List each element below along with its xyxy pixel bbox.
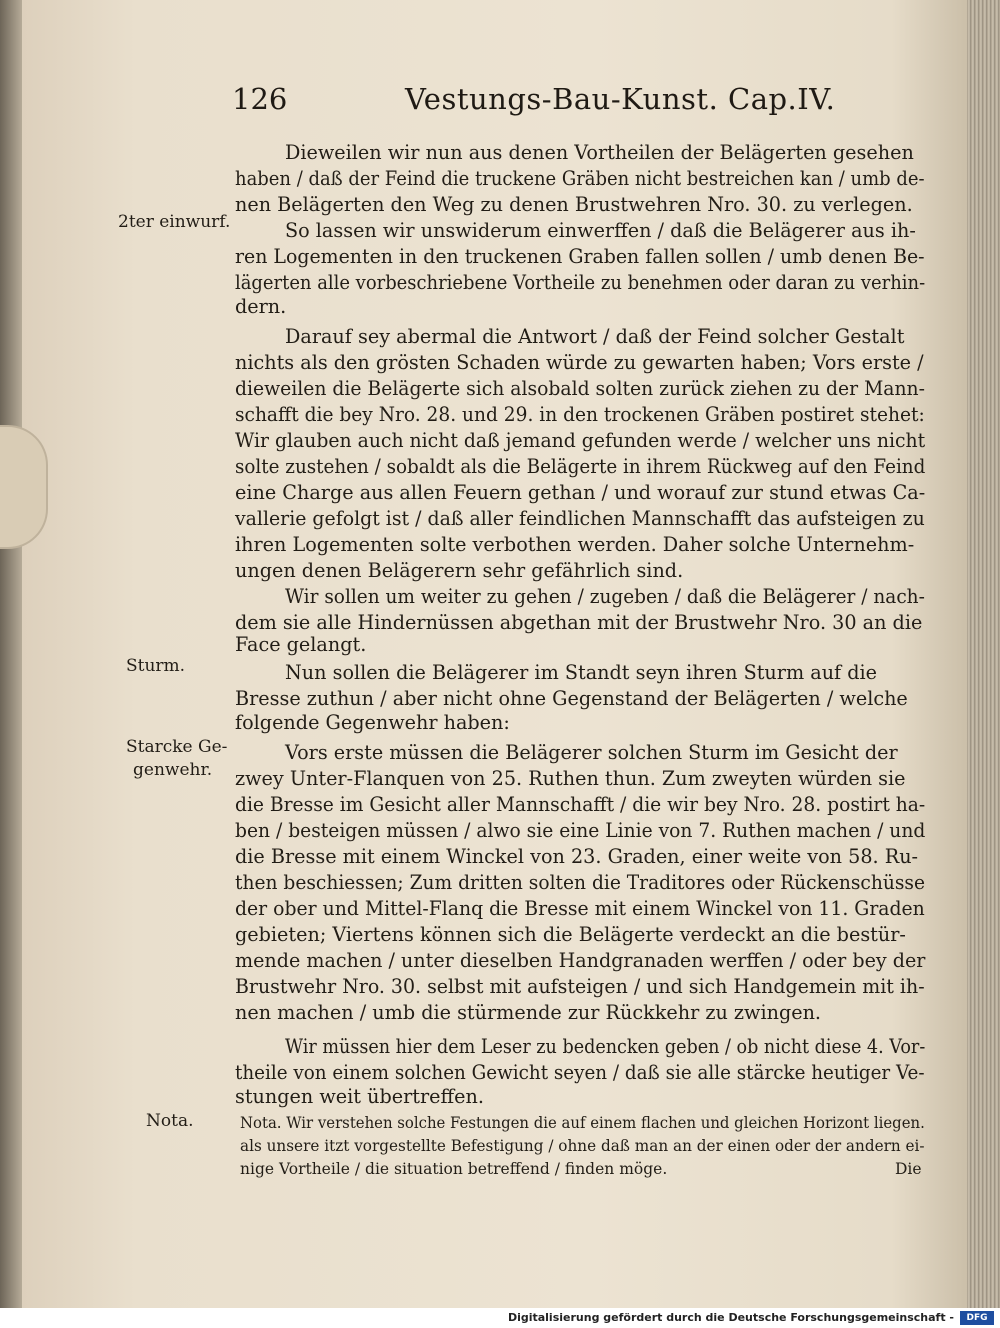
text-line: Bresse zuthun / aber nicht ohne Gegenstand der Belägerten / welche (235, 687, 908, 710)
note-line: nige Vortheile / die situation betreffend / finden möge. (240, 1160, 668, 1178)
text-line: nen Belägerten den Weg zu denen Brustwehren Nro. 30. zu verlegen. (235, 193, 913, 216)
text-line: dieweilen die Belägerte sich alsobald solten zurück ziehen zu der Mann- (235, 377, 925, 400)
text-line: eine Charge aus allen Feuern gethan / und worauf zur stund etwas Ca- (235, 481, 926, 504)
text-line: stungen weit übertreffen. (235, 1085, 484, 1108)
note-line: als unsere itzt vorgestellte Befestigung / ohne daß man an der einen oder der andern ei- (240, 1137, 925, 1155)
text-line: theile von einem solchen Gewicht seyen / daß sie alle stärcke heutiger Ve- (235, 1061, 925, 1084)
text-line: then beschiessen; Zum dritten solten die Traditores oder Rückenschüsse (235, 871, 925, 894)
margin-note-gegenwehr-2: genwehr. (133, 760, 213, 780)
text-line: ungen denen Belägerern sehr gefährlich sind. (235, 559, 684, 582)
binding-edge (0, 0, 22, 1308)
text-line: lägerten alle vorbeschriebene Vortheile zu benehmen oder daran zu verhin- (235, 271, 926, 294)
text-line: So lassen wir unswiderum einwerffen / daß die Belägerer aus ih- (285, 219, 916, 242)
text-line: der ober und Mittel-Flanq die Bresse mit einem Winckel von 11. Graden (235, 897, 925, 920)
text-line: ben / besteigen müssen / alwo sie eine Linie von 7. Ruthen machen / und (235, 819, 926, 842)
dfg-logo: DFG (960, 1311, 994, 1325)
text-line: Nun sollen die Belägerer im Standt seyn ihren Sturm auf die (285, 661, 878, 684)
text-line: schafft die bey Nro. 28. und 29. in den trockenen Gräben postiret stehet: (235, 403, 925, 426)
footer-bar (0, 1308, 1000, 1328)
margin-note-einwurf: 2ter einwurf. (118, 212, 231, 232)
text-line: haben / daß der Feind die truckene Gräben nicht bestreichen kan / umb de- (235, 167, 925, 190)
text-line: dem sie alle Hindernüssen abgethan mit der Brustwehr Nro. 30 an die (235, 611, 923, 634)
margin-note-sturm: Sturm. (126, 656, 186, 676)
page-stack-edge (967, 0, 1000, 1308)
margin-note-gegenwehr-1: Starcke Ge- (126, 737, 228, 757)
text-line: Darauf sey abermal die Antwort / daß der Feind solcher Gestalt (285, 325, 905, 348)
text-line: Dieweilen wir nun aus denen Vortheilen der Belägerten gesehen (285, 141, 914, 164)
text-line: dern. (235, 295, 287, 318)
footer-credit: Digitalisierung gefördert durch die Deutsche Forschungsgemeinschaft - (507, 1311, 954, 1324)
text-line: Wir sollen um weiter zu gehen / zugeben / daß die Belägerer / nach- (285, 585, 925, 608)
text-line: ihren Logementen solte verbothen werden. Daher solche Unternehm- (235, 533, 915, 556)
text-line: ren Logementen in den truckenen Graben fallen sollen / umb denen Be- (235, 245, 925, 268)
text-line: vallerie gefolgt ist / daß aller feindlichen Mannschafft das aufsteigen zu (235, 507, 925, 530)
running-head: Vestungs-Bau-Kunst. Cap.IV. (405, 82, 836, 116)
text-line: mende machen / unter dieselben Handgranaden werffen / oder bey der (235, 949, 926, 972)
text-line: die Bresse im Gesicht aller Mannschafft / die wir bey Nro. 28. postirt ha- (235, 793, 926, 816)
text-line: gebieten; Viertens können sich die Belägerte verdeckt an die bestür- (235, 923, 906, 946)
text-line: die Bresse mit einem Winckel von 23. Graden, einer weite von 58. Ru- (235, 845, 919, 868)
text-line: folgende Gegenwehr haben: (235, 711, 510, 734)
text-line: Vors erste müssen die Belägerer solchen Sturm im Gesicht der (285, 741, 898, 764)
text-line: nichts als den grösten Schaden würde zu gewarten haben; Vors erste / (235, 351, 924, 374)
text-line: Wir glauben auch nicht daß jemand gefunden werde / welcher uns nicht (235, 429, 926, 452)
text-line: nen machen / umb die stürmende zur Rückkehr zu zwingen. (235, 1001, 822, 1024)
text-line: Face gelangt. (235, 633, 367, 656)
catchword: Die (895, 1160, 922, 1178)
text-line: zwey Unter-Flanquen von 25. Ruthen thun. Zum zweyten würden sie (235, 767, 906, 790)
clasp-tab (0, 425, 48, 549)
text-line: solte zustehen / sobaldt als die Belägerte in ihrem Rückweg auf den Feind (235, 455, 926, 478)
page-number: 126 (232, 82, 288, 116)
text-line: Brustwehr Nro. 30. selbst mit aufsteigen / und sich Handgemein mit ih- (235, 975, 925, 998)
text-line: Wir müssen hier dem Leser zu bedencken geben / ob nicht diese 4. Vor- (285, 1035, 926, 1058)
note-line: Nota. Wir verstehen solche Festungen die auf einem flachen und gleichen Horizont liegen. (240, 1114, 925, 1132)
margin-note-nota: Nota. (146, 1111, 194, 1131)
